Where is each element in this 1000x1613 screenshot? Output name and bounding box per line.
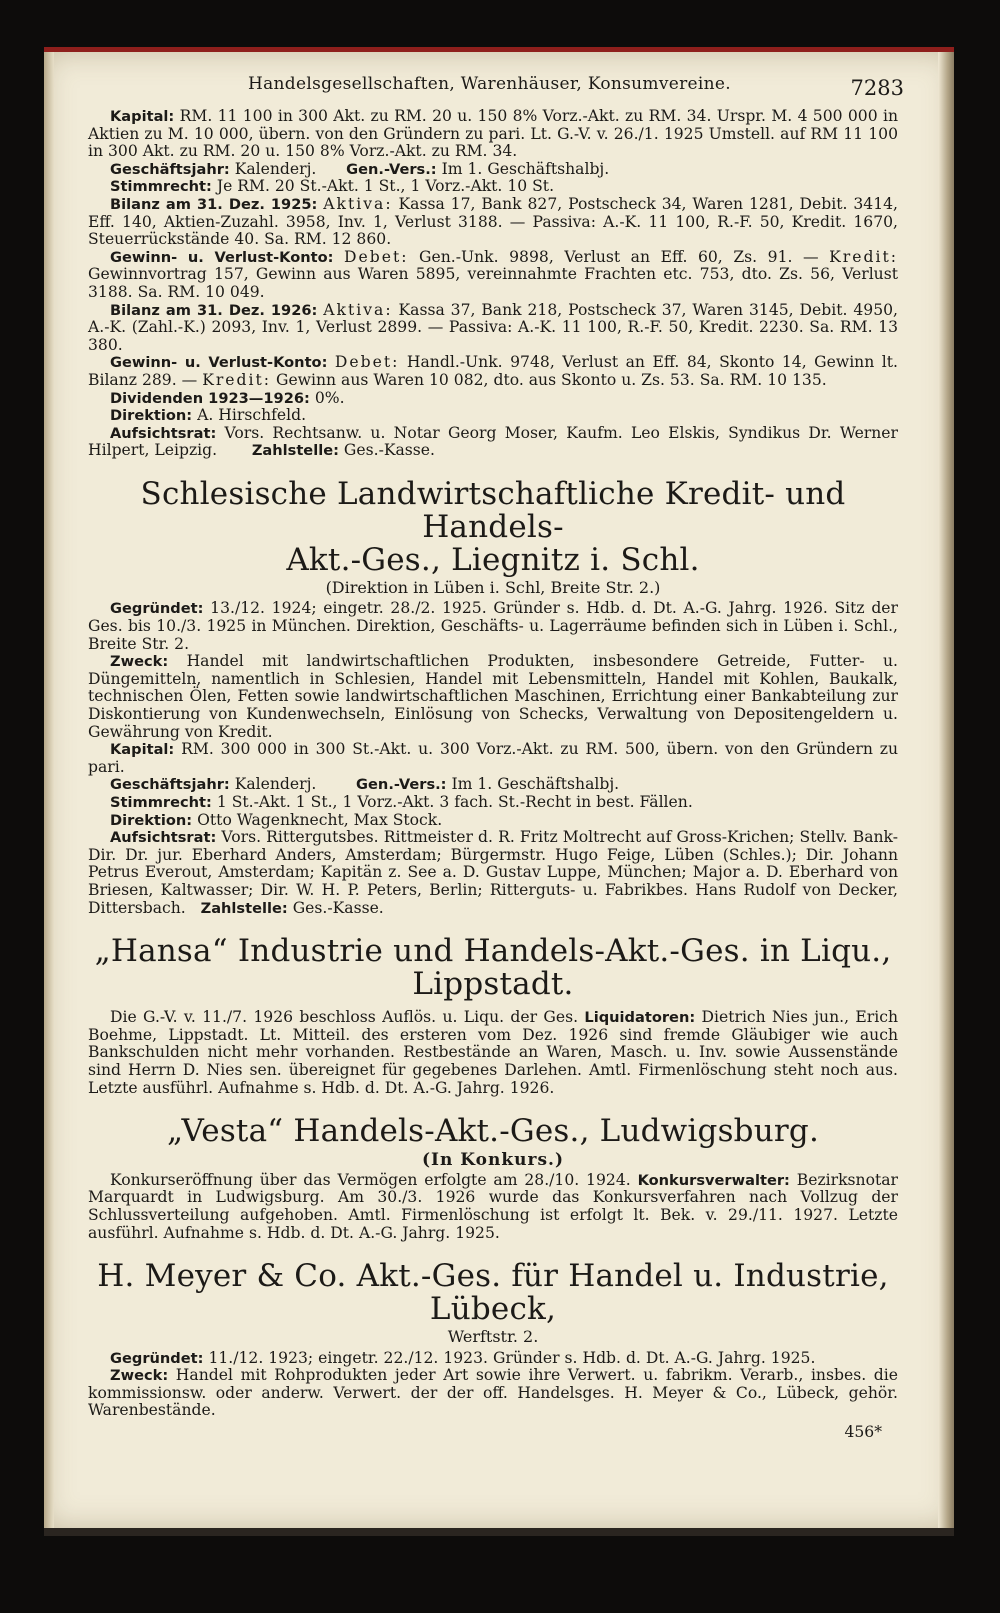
guv-1926-kredit-text: Gewinn aus Waren 10 082, dto. aus Skonto u. Zs. 53. Sa. RM. 10 135. xyxy=(275,370,827,389)
stimmrecht-paragraph xyxy=(88,178,898,196)
aktiva-label: Aktiva: xyxy=(323,194,393,213)
entry-h-meyer xyxy=(88,1260,898,1442)
debet-label: Debet: xyxy=(344,247,409,266)
stimmrecht-text: 1 St.-Akt. 1 St., 1 Vorz.-Akt. 3 fach. St.-Recht in best. Fällen. xyxy=(216,793,693,811)
stimmrecht-paragraph xyxy=(88,794,898,812)
paper-page xyxy=(44,52,954,1528)
page-number: 7283 xyxy=(850,76,904,100)
konkurs-status: (In Konkurs.) xyxy=(421,1150,564,1171)
gegruendet-paragraph xyxy=(88,1350,898,1368)
zweck-label: Zweck: xyxy=(110,1367,169,1385)
konkurs-paragraph xyxy=(88,1172,898,1242)
direktion-text: A. Hirschfeld. xyxy=(197,406,307,425)
dividenden-label: Dividenden 1923—1926: xyxy=(110,389,310,407)
company-address: Werftstr. 2. xyxy=(447,1327,539,1347)
bilanz-1925-text: Kassa 17, Bank 827, Postscheck 34, Waren 1281, Debit. 3414, Eff. 140, Aktien-Zuzahl. 3958, Inv. 1, Verlust 3188. — Passiva: A.-K. 11 100, R.-F. 50, Kredit. 1670, Steuerrückstände 40. Sa. RM. 12 860. xyxy=(88,194,898,249)
direktion-paragraph xyxy=(88,812,898,830)
zahlstelle-text: Ges.-Kasse. xyxy=(343,441,435,460)
guv-1925-kredit-text: Gewinnvortrag 157, Gewinn aus Waren 5895, vereinnahmte Frachten etc. 753, dto. Zs. 56, Verlust 3188. Sa. RM. 10 049. xyxy=(88,265,898,301)
zahlstelle-label: Zahlstelle: xyxy=(200,899,288,917)
gegruendet-text: 11./12. 1923; eingetr. 22./12. 1923. Gründer s. Hdb. d. Dt. A.-G. Jahrg. 1925. xyxy=(208,1348,816,1367)
zweck-label: Zweck: xyxy=(110,653,169,671)
company-heading-line2: Akt.-Ges., Liegnitz i. Schl. xyxy=(286,541,700,578)
debet-label: Debet: xyxy=(334,353,400,372)
gegruendet-paragraph xyxy=(88,600,898,653)
gegruendet-text: 13./12. 1924; eingetr. 28./2. 1925. Gründer s. Hdb. d. Dt. A.-G. Jahrg. 1926. Sitz der Ges. bis 10./3. 1925 in München. Direktion, Geschäfts- u. Lagerräume befinden sich in Lüben i. Schl., Breite Str. 2. xyxy=(88,599,898,653)
page-edge-right xyxy=(938,52,954,1528)
aufsichtsrat-label: Aufsichtsrat: xyxy=(110,424,217,442)
geschaeftsjahr-text: Kalenderj. xyxy=(234,775,317,794)
guv-1925-label: Gewinn- u. Verlust-Konto: xyxy=(110,248,334,266)
running-header xyxy=(88,72,904,102)
zweck-paragraph xyxy=(88,1367,898,1420)
zweck-text: Handel mit landwirtschaftlichen Produkten, insbesondere Getreide, Futter- u. Düngemitteln, namentlich in Schlesien, Handel mit Lebensmitteln, Handel mit Kohlen, Baukalk, technischen Ölen, Fetten sowie landwirtschaftlichen Maschinen, Errichtung einer Bankabteilung zur Diskontierung von Kundenwechseln, Einlösung von Schecks, Verwaltung von Depositengeldern u. Gewährung von Kredit. xyxy=(88,652,898,741)
direktion-label: Direktion: xyxy=(110,811,193,829)
bilanz-1925-label: Bilanz am 31. Dez. 1925: xyxy=(110,195,318,213)
kredit-label: Kredit: xyxy=(829,247,898,266)
liquidatoren-label: Liquidatoren: xyxy=(584,1009,696,1027)
geschaeftsjahr-paragraph xyxy=(88,161,898,179)
aktiva-label: Aktiva: xyxy=(323,300,393,319)
zweck-paragraph xyxy=(88,653,898,741)
company-heading-line1: Schlesische Landwirtschaftliche Kredit- und Handels- xyxy=(140,475,846,545)
konkursverwalter-label: Konkursverwalter: xyxy=(637,1171,790,1189)
konkurs-text: Konkurseröffnung über das Vermögen erfolgte am 28./10. 1924. xyxy=(110,1170,631,1189)
zweck-text: Handel mit Rohprodukten jeder Art sowie ihre Verwert. u. fabrikm. Verarb., insbes. die kommissionsw. oder anderw. Verwert. der der off. Handelsges. H. Meyer & Co., Lübeck, gehör. Warenbestände. xyxy=(88,1366,898,1420)
stimmrecht-label: Stimmrecht: xyxy=(110,178,212,196)
kapital-label: Kapital: xyxy=(110,108,175,125)
bilanz-1926-paragraph xyxy=(88,302,898,355)
geschaeftsjahr-paragraph xyxy=(88,776,898,794)
running-title: Handelsgesellschaften, Warenhäuser, Konsumvereine. xyxy=(248,74,731,94)
company-heading: „Vesta“ Handels-Akt.-Ges., Ludwigsburg. xyxy=(166,1113,820,1150)
entry-vesta xyxy=(88,1115,898,1242)
kapital-text: RM. 300 000 in 300 St.-Akt. u. 300 Vorz.-Akt. zu RM. 500, übern. von den Gründern zu pari. xyxy=(88,740,898,776)
bilanz-1926-label: Bilanz am 31. Dez. 1926: xyxy=(110,301,318,319)
kapital-label: Kapital: xyxy=(110,741,175,759)
zahlstelle-label: Zahlstelle: xyxy=(251,442,339,460)
guv-1926-paragraph xyxy=(88,354,898,389)
liquidation-text: Die G.-V. v. 11./7. 1926 beschloss Auflös. u. Liqu. der Ges. xyxy=(110,1008,579,1027)
aufsichtsrat-label: Aufsichtsrat: xyxy=(110,829,217,847)
entry-schlesische-landwirtschaftliche xyxy=(88,475,898,917)
direktion-paragraph xyxy=(88,407,898,425)
liquidation-paragraph xyxy=(88,1009,898,1097)
genvers-label: Gen.-Vers.: xyxy=(346,160,437,178)
company-address: (Direktion in Lüben i. Schl, Breite Str. 2.) xyxy=(325,577,661,597)
bilanz-1926-text: Kassa 37, Bank 218, Postscheck 37, Waren 3145, Debit. 4950, A.-K. (Zahl.-K.) 2093, Inv. 1, Verlust 2899. — Passiva: A.-K. 11 100, R.-F. 50, Kredit. 2230. Sa. RM. 13 380. xyxy=(88,300,898,354)
zahlstelle-text: Ges.-Kasse. xyxy=(292,898,384,917)
gegruendet-label: Gegründet: xyxy=(110,600,204,618)
gegruendet-label: Gegründet: xyxy=(110,1349,204,1367)
kapital-text: RM. 11 100 in 300 Akt. zu RM. 20 u. 150 8% Vorz.-Akt. zu RM. 34. Urspr. M. 4 500 000 in Aktien zu M. 10 000, übern. von den Gründern zu pari. Lt. G.-V. v. 26./1. 1925 Umstell. auf RM 11 100 in 300 Akt. zu RM. 20 u. 150 8% Vorz.-Akt. zu RM. 34. xyxy=(88,107,898,161)
direktion-text: Otto Wagenknecht, Max Stock. xyxy=(197,810,443,829)
guv-1926-label: Gewinn- u. Verlust-Konto: xyxy=(110,354,328,372)
direktion-label: Direktion: xyxy=(110,407,193,425)
entry-continued xyxy=(88,108,898,460)
liquidatoren-text: Dietrich Nies jun., Erich Boehme, Lippstadt. Lt. Mitteil. des ersteren vom Dez. 1926 sind fremde Gläubiger wie auch Bankschulden nicht mehr vorhanden. Restbestände an Waren, Masch. u. Inv. sowie Aussenstände sind Herrn D. Nies sen. übereignet für gegebenes Darlehen. Amtl. Firmenlöschung steht noch aus. Letzte ausführl. Aufnahme s. Hdb. d. Dt. A.-G. Jahrg. 1926. xyxy=(88,1008,898,1097)
company-heading: „Hansa“ Industrie und Handels-Akt.-Ges. in Liqu., Lippstadt. xyxy=(94,933,892,1003)
kapital-paragraph xyxy=(88,741,898,776)
kapital-paragraph xyxy=(88,108,898,161)
company-heading xyxy=(88,475,898,578)
genvers-text: Im 1. Geschäftshalbj. xyxy=(441,159,610,178)
company-heading: H. Meyer & Co. Akt.-Ges. für Handel u. Industrie, Lübeck, xyxy=(97,1258,889,1328)
aufsichtsrat-paragraph xyxy=(88,829,898,917)
genvers-label: Gen.-Vers.: xyxy=(356,776,447,794)
genvers-text: Im 1. Geschäftshalbj. xyxy=(451,775,620,794)
konkursverwalter-text: Bezirksnotar Marquardt in Ludwigsburg. Am 30./3. 1926 wurde das Konkursverfahren nach Vollzug der Schlussverteilung aufgehoben. Amtl. Firmenlöschung ist erfolgt lt. Bek. v. 29./11. 1927. Letzte ausführl. Aufnahme s. Hdb. d. Dt. A.-G. Jahrg. 1925. xyxy=(88,1170,898,1242)
guv-1926-debet-text: Handl.-Unk. 9748, Verlust an Eff. 84, Skonto 14, Gewinn lt. Bilanz 289. — xyxy=(88,353,898,389)
page-content xyxy=(88,72,904,1442)
aufsichtsrat-text: Vors. Rittergutsbes. Rittmeister d. R. Fritz Moltrecht auf Gross-Krichen; Stellv. Bank-Dir. Dr. jur. Eberhard Anders, Amsterdam; Bürgermstr. Hugo Feige, Lüben (Schles.); Dir. Johann Petrus Everout, Amsterdam; Kapitän z. See a. D. Gustav Luppe, München; Major a. D. Eberhard von Briesen, Kaltwasser; Dir. W. H. P. Peters, Berlin; Ritterguts- u. Fabrikbes. Hans Rudolf von Decker, Dittersbach. xyxy=(88,828,898,917)
book-edge-bottom xyxy=(44,1528,954,1536)
dividenden-text: 0%. xyxy=(314,388,345,407)
guv-1925-debet-text: Gen.-Unk. 9898, Verlust an Eff. 60, Zs. 91. — xyxy=(419,247,819,266)
dividenden-paragraph xyxy=(88,390,898,408)
kredit-label: Kredit: xyxy=(202,370,272,389)
aufsichtsrat-text: Vors. Rechtsanw. u. Notar Georg Moser, Kaufm. Leo Elskis, Syndikus Dr. Werner Hilpert, Leipzig. xyxy=(88,423,898,460)
geschaeftsjahr-text: Kalenderj. xyxy=(234,159,317,178)
geschaeftsjahr-label: Geschäftsjahr: xyxy=(110,776,230,794)
stimmrecht-label: Stimmrecht: xyxy=(110,794,212,811)
entry-hansa xyxy=(88,935,898,1097)
page-gutter xyxy=(44,52,54,1528)
geschaeftsjahr-label: Geschäftsjahr: xyxy=(110,160,230,178)
bilanz-1925-paragraph xyxy=(88,196,898,249)
stimmrecht-text: Je RM. 20 St.-Akt. 1 St., 1 Vorz.-Akt. 10 St. xyxy=(216,177,555,196)
signature-mark: 456* xyxy=(844,1423,882,1442)
aufsichtsrat-paragraph xyxy=(88,425,898,460)
guv-1925-paragraph xyxy=(88,249,898,302)
